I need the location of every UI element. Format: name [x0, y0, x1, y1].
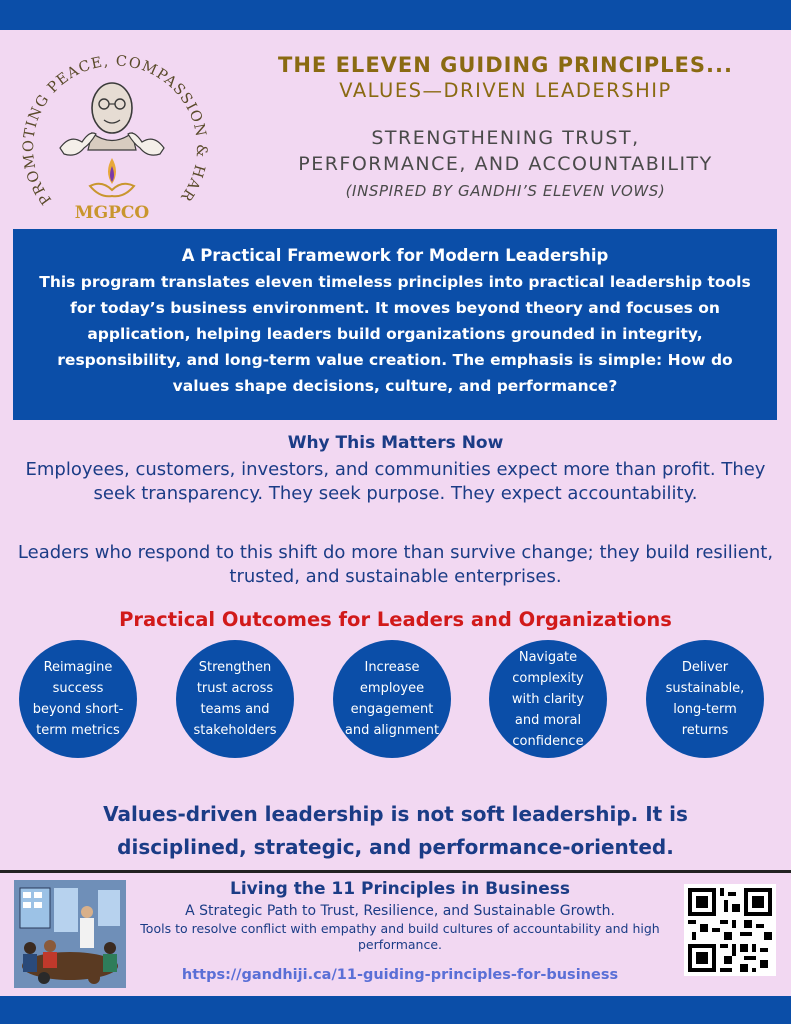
- portrait-icon: [88, 83, 136, 150]
- closing-statement: [0, 798, 791, 864]
- why-title: Why This Matters Now: [287, 433, 504, 453]
- framework-body: This program translates eleven timeless principles into practical leadership tools for today’s business environment. It moves beyond theory and focuses on application, helping leaders build organizations grounded in integrity, responsibility, and long-term value creation. The emphasis is simple: How do values shape decisions, culture, and performance?: [39, 273, 751, 395]
- footer-title: Living the 11 Principles in Business: [230, 879, 570, 899]
- logo-arc-text: PROMOTING PEACE, COMPASSION & HAR: [20, 53, 210, 208]
- why-paragraph-1: Employees, customers, investors, and communities expect more than profit. They seek transparency. They seek purpose. They expect accountability.: [25, 459, 766, 504]
- outcome-circle: Reimagine success beyond short-term metrics: [19, 640, 137, 758]
- section-divider: [0, 870, 791, 873]
- outcome-circle: Strengthen trust across teams and stakeholders: [176, 640, 294, 758]
- outcome-circle: Navigate complexity with clarity and moral confidence: [489, 640, 607, 758]
- outcome-circle: Deliver sustainable, long-term returns: [646, 640, 764, 758]
- outcome-circle: Increase employee engagement and alignment: [333, 640, 451, 758]
- qr-code-icon[interactable]: [684, 884, 776, 976]
- top-banner-bar: [0, 0, 791, 30]
- why-paragraph-2: Leaders who respond to this shift do more than survive change; they build resilient, trusted, and sustainable enterprises.: [17, 542, 774, 587]
- bottom-banner-bar: [0, 996, 791, 1024]
- subtitle-line1: STRENGTHENING TRUST,: [371, 127, 640, 149]
- closing-line-1: Values-driven leadership is not soft leadership. It is: [103, 802, 688, 826]
- framework-title: A Practical Framework for Modern Leadership: [181, 246, 609, 265]
- footer-url-link[interactable]: https://gandhiji.ca/11-guiding-principles-for-business: [181, 967, 619, 983]
- logo-graphic: [12, 30, 212, 230]
- footer-subtitle: A Strategic Path to Trust, Resilience, and Sustainable Growth.: [185, 903, 615, 919]
- lotus-flame-icon: [90, 158, 134, 196]
- inspired-note: (INSPIRED BY GANDHI’S ELEVEN VOWS): [345, 182, 666, 200]
- closing-line-2: disciplined, strategic, and performance-oriented.: [117, 835, 674, 859]
- mgpco-logo: [12, 30, 212, 230]
- subtitle-line2: PERFORMANCE, AND ACCOUNTABILITY: [298, 153, 713, 175]
- meeting-illustration-icon: [14, 880, 126, 988]
- main-title-line2: VALUES—DRIVEN LEADERSHIP: [339, 79, 672, 102]
- outcomes-title: Practical Outcomes for Leaders and Organizations: [119, 608, 672, 631]
- footer-description: Tools to resolve conflict with empathy and build cultures of accountability and high performance.: [140, 921, 660, 952]
- logo-name: MGPCO: [74, 203, 150, 223]
- main-title: THE ELEVEN GUIDING PRINCIPLES...: [278, 53, 733, 77]
- framework-box: [13, 229, 777, 420]
